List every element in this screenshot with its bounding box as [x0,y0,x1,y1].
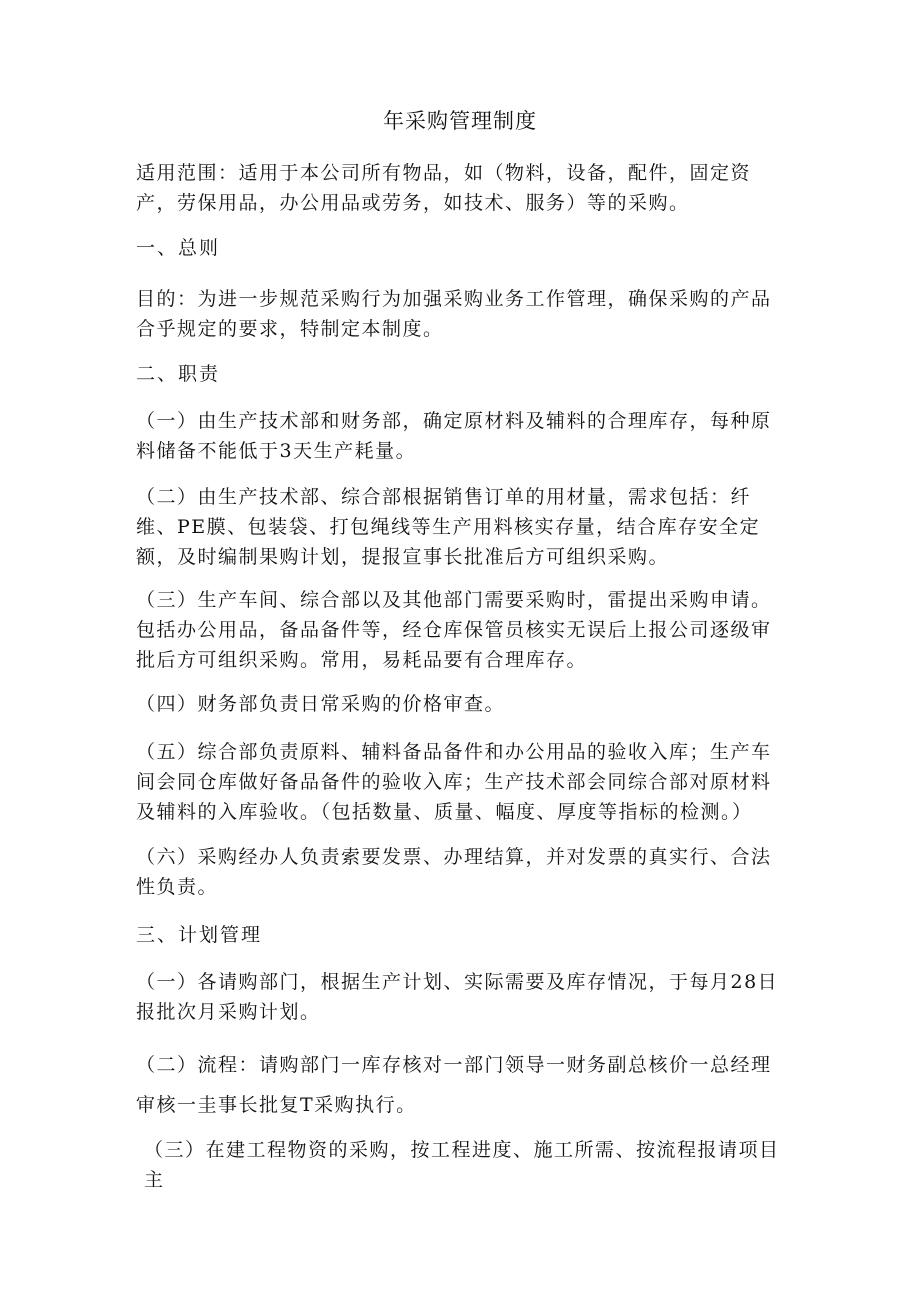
paragraph-plan-3: （三）在建工程物资的采购，按工程进度、施工所需、按流程报请项目主 [144,1139,780,1191]
paragraph-duty-2: （二）由生产技术部、综合部根据销售订单的用材量，需求包括：纤维、PE膜、包装袋、打包绳线等生产用料核实存量，结合库存安全定额，及时编制果购计划，提报宣事长批准后方可组织采购。 [136,486,761,568]
section-heading-general: 一、总则 [136,237,221,259]
paragraph-duty-3: （三）生产车间、综合部以及其他部门需要采购时，雷提出采购申请。包括办公用品，备品备件等，经仓库保管员核实无误后上报公司逐级审批后方可组织采购。常用，易耗品要有合理库存。 [136,589,772,671]
paragraph-purpose: 目的：为进一步规范采购行为加强采购业务工作管理，确保采购的产品合乎规定的要求，特制定本制度。 [136,288,772,340]
paragraph-plan-2: （二）流程：请购部门一库存核对一部门领导一财务副总核价一总经理审核一圭事长批复T采购执行。 [136,1054,772,1116]
paragraph-duty-4: （四）财务部负责日常采购的价格审查。 [136,693,506,715]
document-title: 年采购管理制度 [383,109,537,133]
paragraph-plan-1: （一）各请购部门，根据生产计划、实际需要及库存情况，于每月28日报批次月采购计划。 [136,971,779,1023]
paragraph-duty-1: （一）由生产技术部和财务部，确定原材料及辅料的合理库存，每种原料储备不能低于3天生产耗量。 [136,410,772,462]
paragraph-duty-5: （五）综合部负责原料、辅料备品备件和办公用品的验收入库；生产车间会同仓库做好备品备件的验收入库；生产技术部会同综合部对原材料及辅料的入库验收。（包括数量、质量、幅度、厚度等指标的检测。） [136,741,772,823]
paragraph-duty-6: （六）采购经办人负责索要发票、办理结算，并对发票的真实行、合法性负责。 [136,846,772,898]
section-heading-duties: 二、职责 [136,363,221,385]
section-heading-planning: 三、计划管理 [136,924,263,946]
paragraph-scope: 适用范围：适用于本公司所有物品，如（物料，设备，配件，固定资产，劳保用品，办公用品或劳务，如技术、服务）等的采购。 [136,162,752,214]
